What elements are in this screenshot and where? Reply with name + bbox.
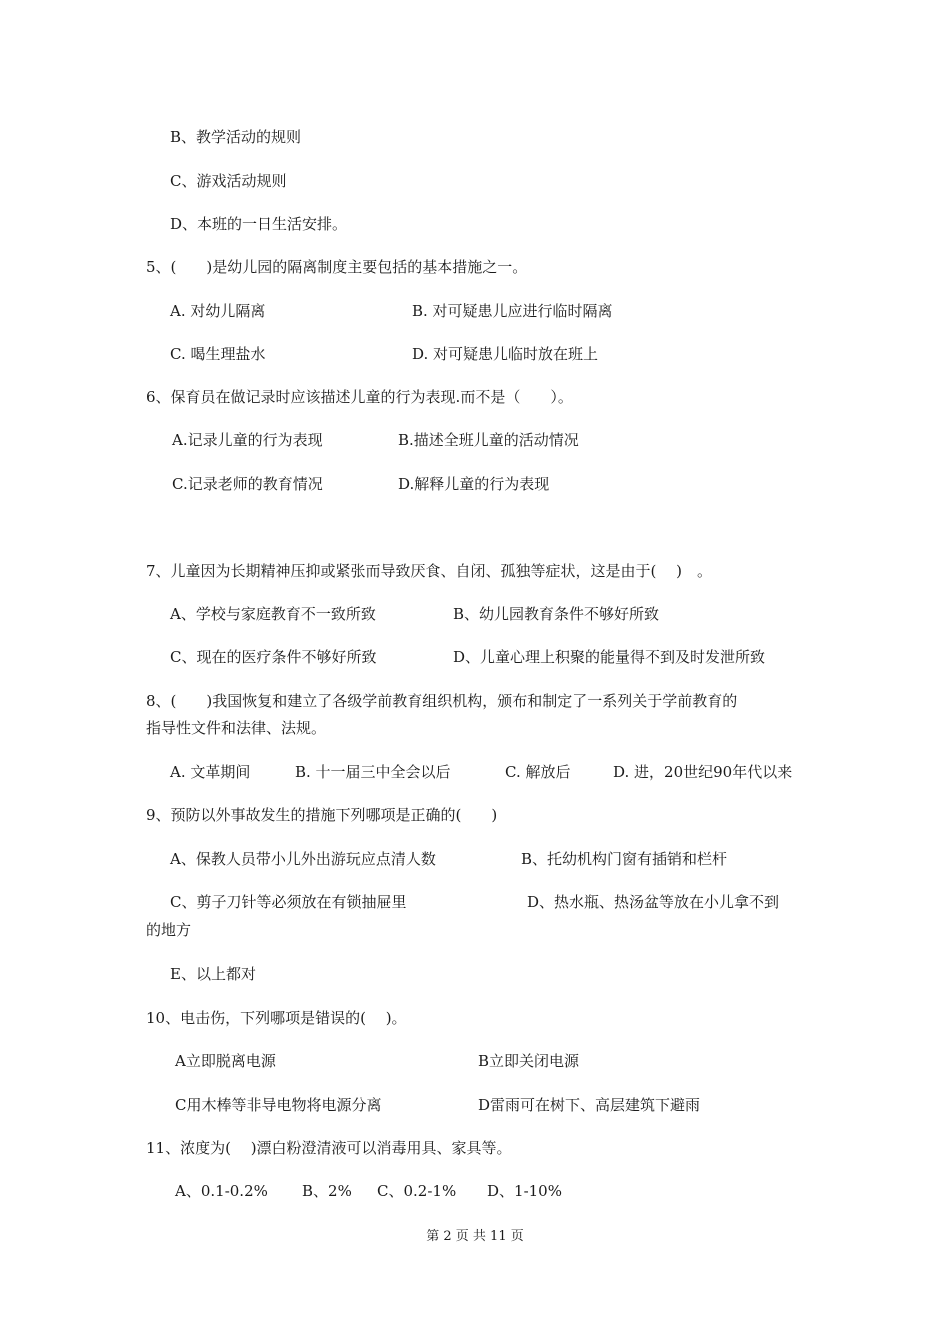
q8-stem-line1: 8、( )我国恢复和建立了各级学前教育组织机构，颁布和制定了一系列关于学前教育的 [146, 692, 738, 710]
q7-option-d: D、儿童心理上积聚的能量得不到及时发泄所致 [453, 648, 766, 666]
q7-option-a: A、学校与家庭教育不一致所致 [170, 605, 376, 623]
q5-option-c: C. 喝生理盐水 [170, 345, 266, 363]
q7-stem: 7、儿童因为长期精神压抑或紧张而导致厌食、自闭、孤独等症状，这是由于( ) 。 [146, 562, 713, 580]
q6-option-c: C.记录老师的教育情况 [172, 475, 323, 493]
q9-option-d-line2: 的地方 [146, 921, 192, 939]
q11-option-a: A、0.1-0.2% [175, 1182, 268, 1200]
q5-option-d: D. 对可疑患儿临时放在班上 [412, 345, 599, 363]
q9-option-c: C、剪子刀针等必须放在有锁抽屉里 [170, 893, 407, 911]
q10-stem: 10、电击伤，下列哪项是错误的( )。 [146, 1009, 407, 1027]
q10-option-b: B立即关闭电源 [478, 1052, 580, 1070]
q11-stem: 11、浓度为( )漂白粉澄清液可以消毒用具、家具等。 [146, 1139, 512, 1157]
q9-option-d-line1: D、热水瓶、热汤盆等放在小儿拿不到 [527, 893, 780, 911]
q8-option-c: C. 解放后 [505, 763, 571, 781]
q9-option-e: E、以上都对 [170, 965, 256, 983]
q6-option-a: A.记录儿童的行为表现 [172, 431, 323, 449]
q5-option-b: B. 对可疑患儿应进行临时隔离 [412, 302, 613, 320]
q9-option-b: B、托幼机构门窗有插销和栏杆 [521, 850, 728, 868]
q11-option-d: D、1-10% [487, 1182, 562, 1200]
q7-option-c: C、现在的医疗条件不够好所致 [170, 648, 377, 666]
q5-option-a: A. 对幼儿隔离 [170, 302, 266, 320]
q6-stem: 6、保育员在做记录时应该描述儿童的行为表现.而不是（ ）。 [146, 388, 573, 406]
q8-stem-line2: 指导性文件和法律、法规。 [146, 719, 327, 737]
q10-option-c: C用木棒等非导电物将电源分离 [175, 1096, 382, 1114]
q9-stem: 9、预防以外事故发生的措施下列哪项是正确的( ) [146, 806, 498, 824]
q6-option-b: B.描述全班儿童的活动情况 [398, 431, 579, 449]
q8-option-d: D. 进，20世纪90年代以来 [613, 763, 793, 781]
q11-option-b: B、2% [302, 1182, 352, 1200]
q7-option-b: B、幼儿园教育条件不够好所致 [453, 605, 660, 623]
q10-option-d: D雷雨可在树下、高层建筑下避雨 [478, 1096, 701, 1114]
q8-option-b: B. 十一届三中全会以后 [295, 763, 451, 781]
q9-option-a: A、保教人员带小儿外出游玩应点清人数 [170, 850, 436, 868]
q8-option-a: A. 文革期间 [170, 763, 251, 781]
q6-option-d: D.解释儿童的行为表现 [398, 475, 550, 493]
q10-option-a: A立即脱离电源 [175, 1052, 276, 1070]
q5-stem: 5、( )是幼儿园的隔离制度主要包括的基本措施之一。 [146, 258, 528, 276]
prev-option-b: B、教学活动的规则 [170, 128, 302, 146]
page-footer: 第 2 页 共 11 页 [426, 1229, 524, 1244]
prev-option-c: C、游戏活动规则 [170, 172, 287, 190]
prev-option-d: D、本班的一日生活安排。 [170, 215, 348, 233]
q11-option-c: C、0.2-1% [377, 1182, 457, 1200]
